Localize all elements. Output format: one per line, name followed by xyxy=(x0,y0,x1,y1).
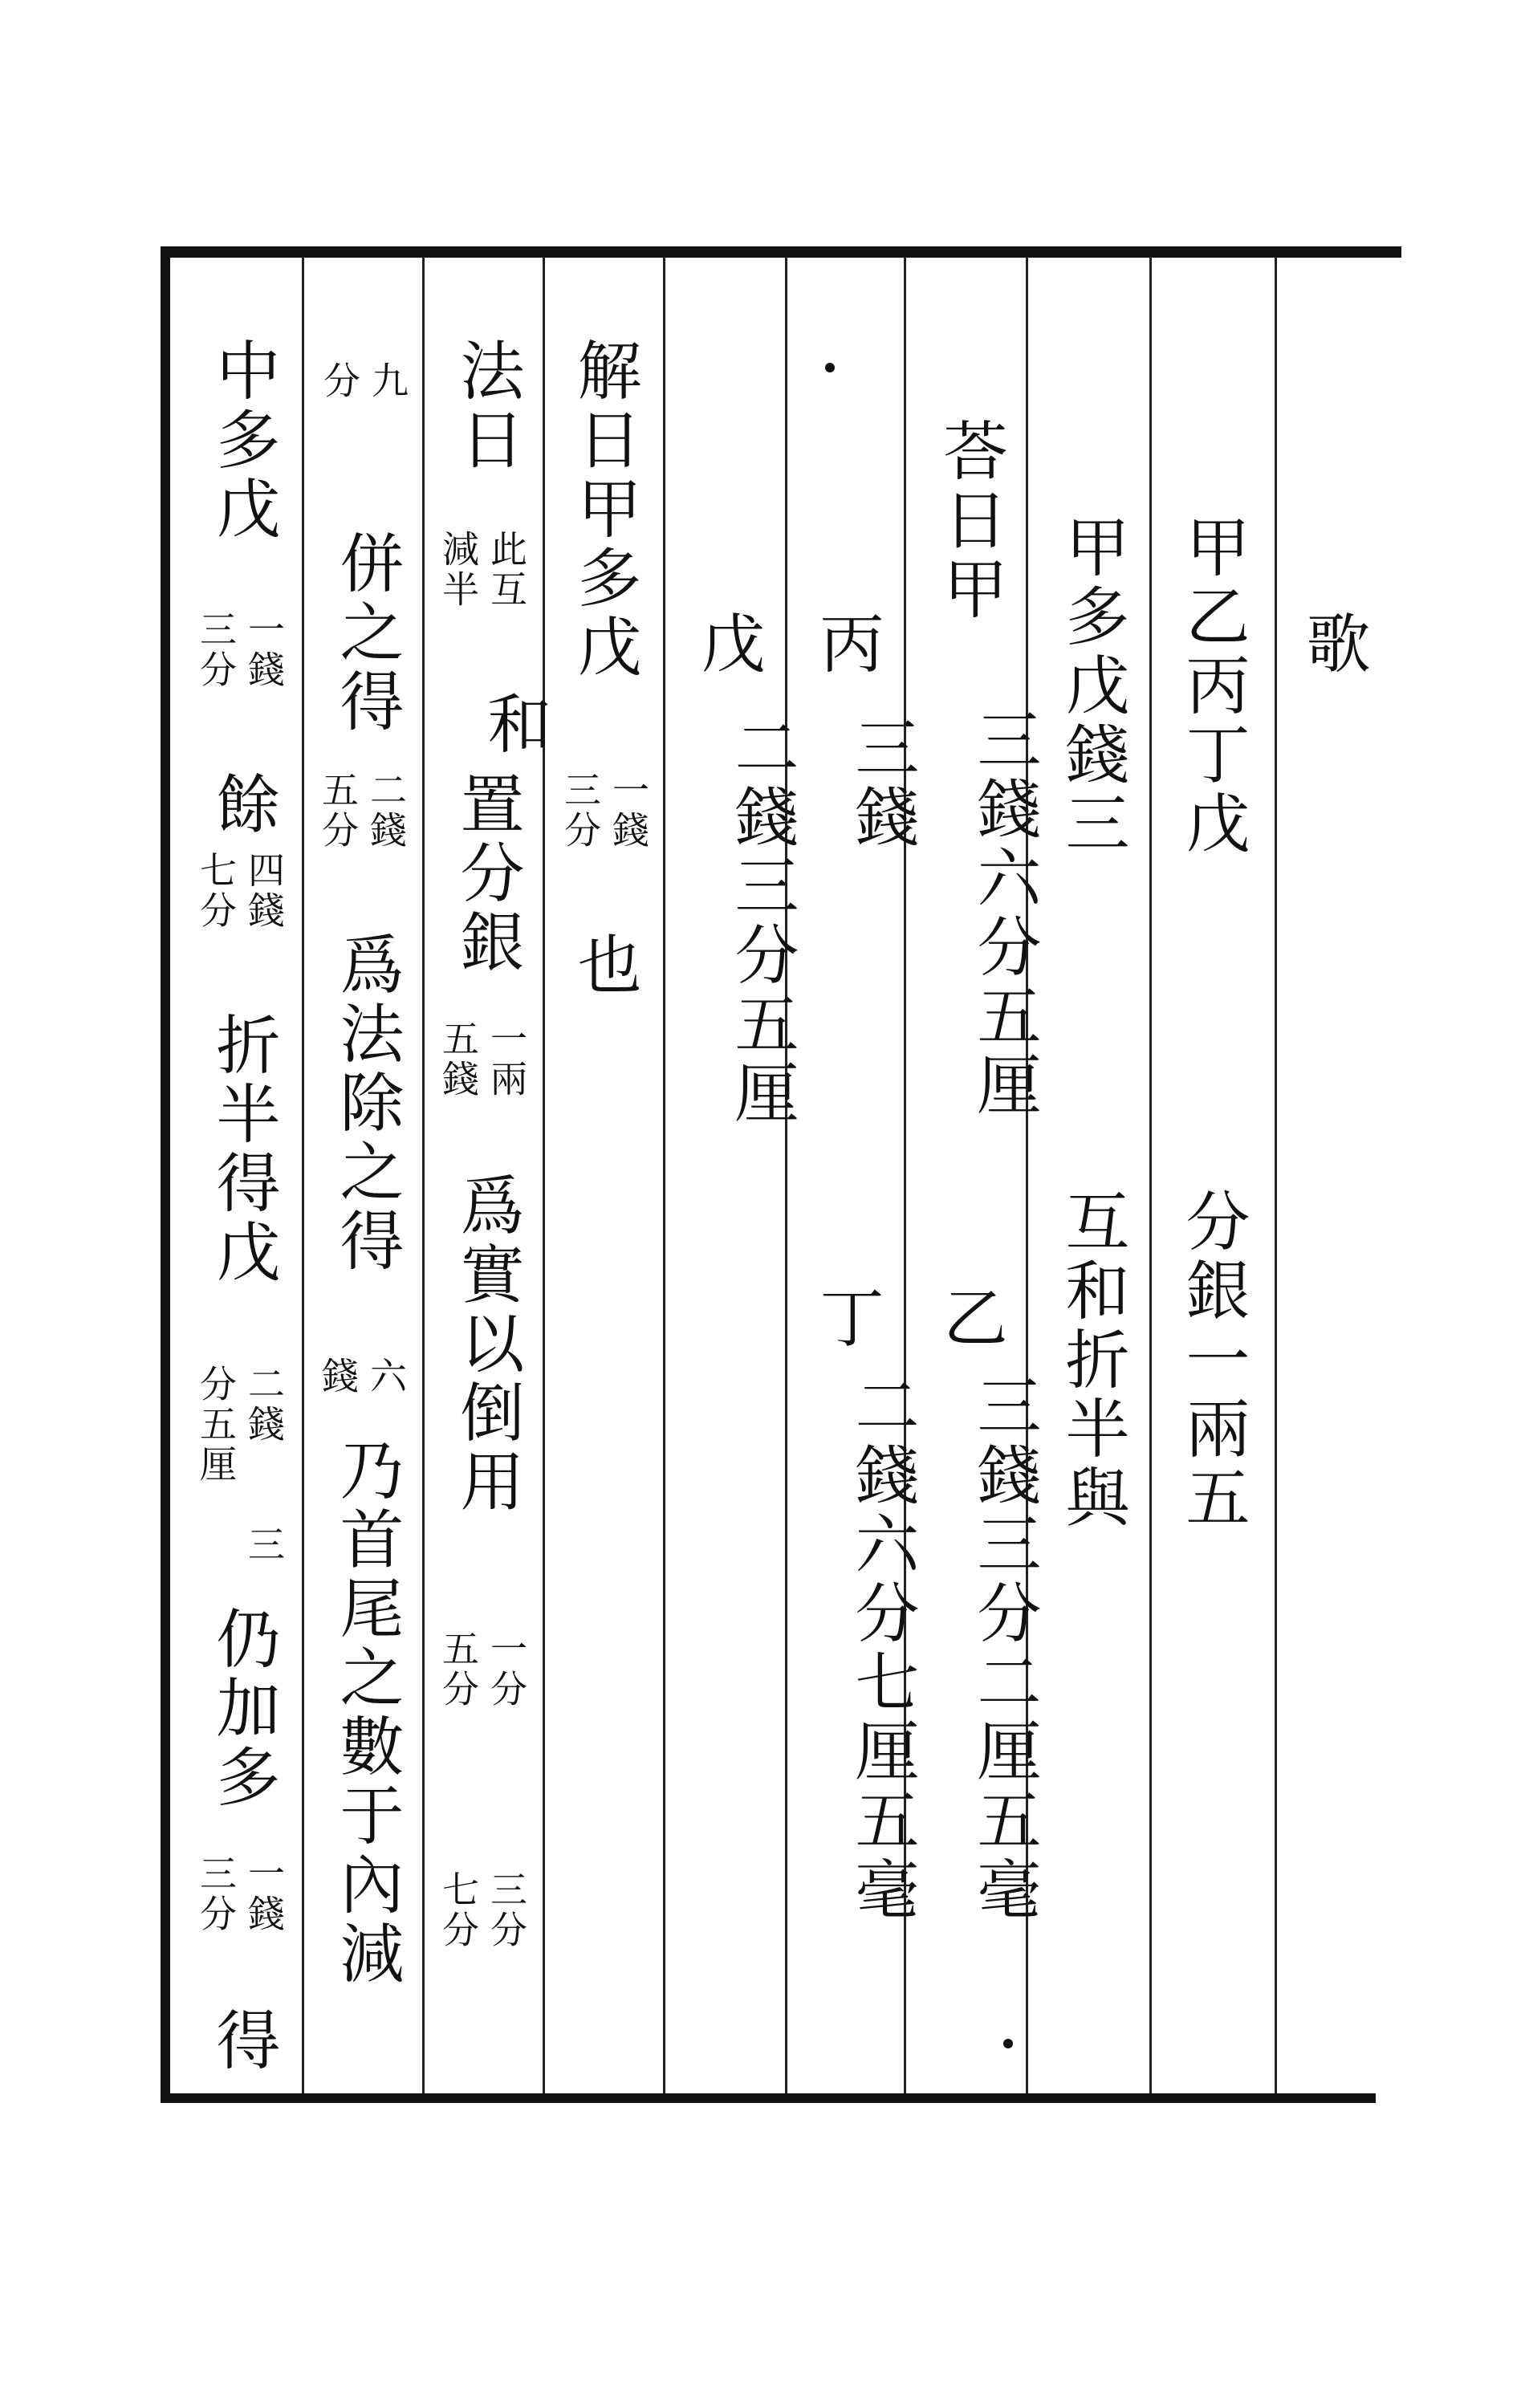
note-right: 四錢 xyxy=(242,851,286,931)
interlinear-note xyxy=(194,610,286,690)
note-right: 二錢 xyxy=(364,771,408,851)
text-line: 仍加多 xyxy=(205,1605,280,1812)
note-right: 一錢 xyxy=(242,610,286,690)
note-left: 錢 xyxy=(316,1357,360,1397)
interlinear-note xyxy=(437,530,528,610)
column-rule xyxy=(663,257,665,2093)
text-line: 二錢三分五厘 xyxy=(724,714,799,1129)
note-right: 一錢 xyxy=(242,1854,286,1934)
note-left: 分五厘 xyxy=(194,1365,238,1485)
note-right: 此互 xyxy=(485,530,528,610)
text-line: 甲多戊錢三 xyxy=(1055,514,1129,859)
column-rule xyxy=(422,257,425,2093)
punctuation-dot xyxy=(1003,2039,1013,2048)
text-line: 折半得戊 xyxy=(205,1011,280,1287)
note-right: 三分 xyxy=(485,1870,528,1950)
note-left: 七分 xyxy=(194,851,238,931)
text-line: 三錢 xyxy=(844,714,919,852)
heading-title: 歌 xyxy=(1295,610,1370,679)
text-line: 也 xyxy=(567,931,641,1000)
note-right: 二錢 xyxy=(242,1365,286,1445)
interlinear-note xyxy=(316,1357,408,1397)
frame-left-rule xyxy=(161,246,170,2103)
text-line: 置分銀 xyxy=(449,771,524,978)
note-left: 減半 xyxy=(437,530,480,610)
text-line: 戊 xyxy=(690,610,765,679)
text-line: 乃首尾之數于內減 xyxy=(329,1437,404,1989)
text-line: 乙 xyxy=(933,1284,1007,1353)
column-rule xyxy=(785,257,787,2093)
text-line: 中多戊 xyxy=(205,337,280,544)
note-right: 三 xyxy=(242,1525,286,1565)
note-left: 三分 xyxy=(194,1854,238,1934)
note-left: 七分 xyxy=(437,1870,480,1950)
interlinear-note xyxy=(194,1365,286,1485)
note-right: 一分 xyxy=(485,1629,528,1710)
note-left: 分 xyxy=(318,361,361,401)
text-line: 丁 xyxy=(809,1284,884,1353)
text-line: 爲實以倒用 xyxy=(449,1172,524,1517)
note-left: 五分 xyxy=(316,771,360,851)
frame-top-rule xyxy=(161,246,1401,258)
interlinear-note xyxy=(316,771,408,851)
interlinear-note xyxy=(194,1854,286,1934)
note-left: 五錢 xyxy=(437,1019,480,1100)
text-line: 餘 xyxy=(205,771,280,840)
text-line: 互和折半與 xyxy=(1055,1188,1129,1533)
interlinear-note xyxy=(318,361,409,401)
punctuation-dot xyxy=(825,363,835,372)
interlinear-note xyxy=(559,771,650,851)
text-line: 三錢六分五厘 xyxy=(966,706,1041,1121)
text-line: 荅日甲 xyxy=(933,417,1007,624)
note-left: 三分 xyxy=(194,610,238,690)
note-right: 一錢 xyxy=(607,771,650,851)
text-line: 和 xyxy=(477,690,551,759)
column-rule xyxy=(302,257,304,2093)
interlinear-note xyxy=(437,1019,528,1100)
text-line: 併之得 xyxy=(329,530,404,737)
interlinear-note xyxy=(194,851,286,931)
text-line: 三錢三分二厘五毫 xyxy=(966,1373,1041,1925)
text-line: 分銀一兩五 xyxy=(1175,1188,1250,1533)
text-line: 得 xyxy=(205,2007,280,2076)
frame-bottom-rule xyxy=(161,2093,1376,2103)
note-right: 一兩 xyxy=(485,1019,528,1100)
note-left: 三分 xyxy=(559,771,602,851)
column-rule xyxy=(1149,257,1152,2093)
interlinear-note xyxy=(437,1629,528,1710)
text-line: 爲法除之得 xyxy=(329,931,404,1276)
interlinear-note xyxy=(437,1870,528,1950)
text-line: 甲乙丙丁戊 xyxy=(1175,514,1250,859)
note-left: 五分 xyxy=(437,1629,480,1710)
text-line: 法日 xyxy=(449,337,524,475)
text-line: 解日甲多戊 xyxy=(567,337,641,682)
column-rule xyxy=(1275,257,1277,2093)
note-right: 九 xyxy=(366,361,409,401)
note-right: 六 xyxy=(364,1357,408,1397)
text-line: 二錢六分七厘五毫 xyxy=(844,1373,919,1925)
text-line: 丙 xyxy=(809,610,884,679)
column-rule xyxy=(543,257,545,2093)
